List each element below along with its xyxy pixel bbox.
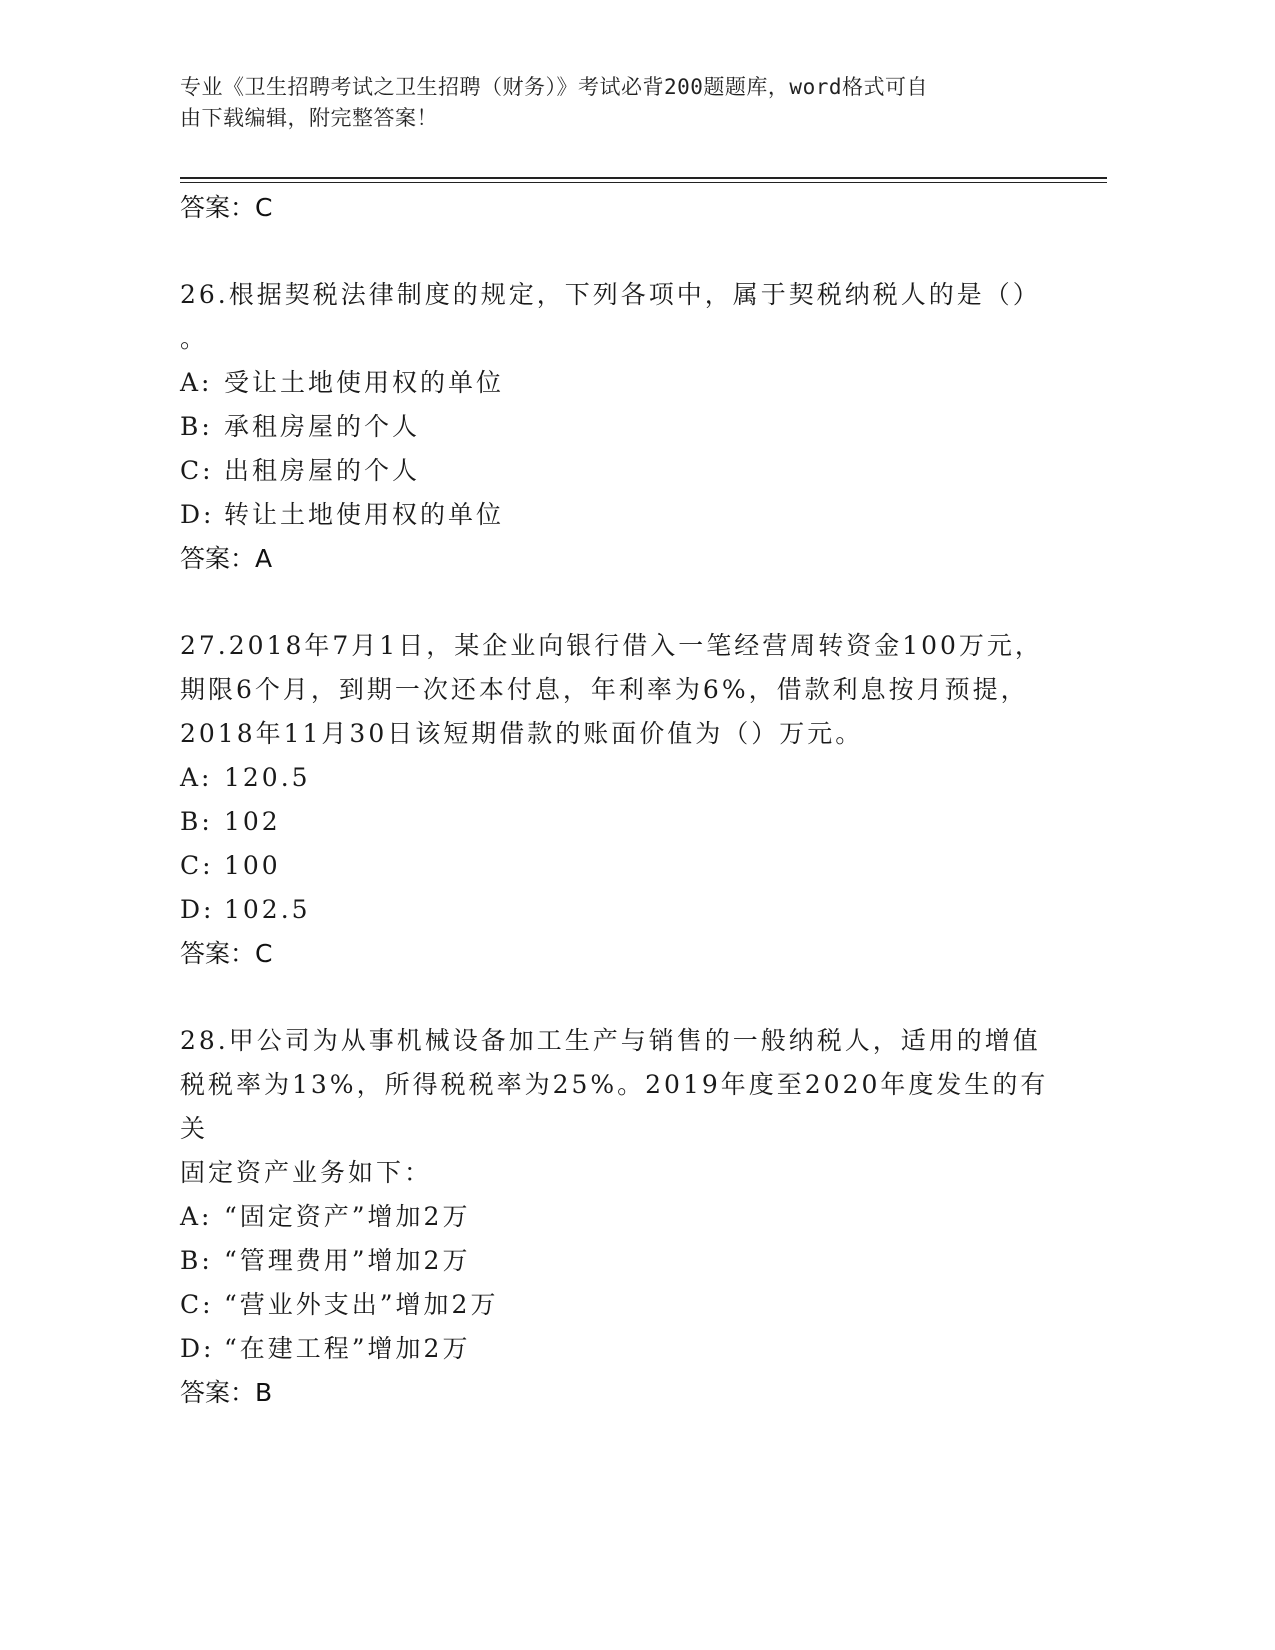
question-stem-line: 27.2018年7月1日，某企业向银行借入一笔经营周转资金100万元， (180, 631, 1043, 660)
option-c (180, 844, 1060, 888)
answer: 答案：A (180, 544, 273, 573)
header-divider-thin (180, 182, 1107, 183)
option-text: “管理费用”增加2万 (224, 1246, 471, 1275)
option-c (180, 449, 1060, 493)
option-d (180, 1327, 1060, 1371)
answer: 答案：B (180, 1378, 273, 1407)
option-label: C: (180, 851, 214, 880)
question-stem-line: 26.根据契税法律制度的规定，下列各项中，属于契税纳税人的是（） (180, 280, 1041, 309)
option-a (180, 361, 1060, 405)
option-a (180, 1195, 1060, 1239)
option-label: C: (180, 1290, 214, 1319)
question-stem-line: 期限6个月，到期一次还本付息，年利率为6%，借款利息按月预提， (180, 675, 1029, 704)
question-27 (180, 624, 1060, 976)
question-26 (180, 273, 1060, 581)
question-stem-line: 固定资产业务如下： (180, 1158, 433, 1187)
option-text: “营业外支出”增加2万 (224, 1290, 499, 1319)
option-b (180, 800, 1060, 844)
previous-answer: 答案：C (180, 193, 273, 222)
question-28 (180, 1019, 1060, 1415)
option-text: “固定资产”增加2万 (224, 1202, 471, 1231)
option-text: 102 (224, 807, 281, 836)
option-text: 120.5 (224, 763, 311, 792)
question-stem-line: 税税率为13%，所得税税率为25%。2019年度至2020年度发生的有关 (180, 1070, 1049, 1143)
option-text: 转让土地使用权的单位 (224, 500, 505, 529)
option-d (180, 493, 1060, 537)
option-d (180, 888, 1060, 932)
option-b (180, 405, 1060, 449)
answer: 答案：C (180, 939, 273, 968)
option-label: A: (180, 763, 213, 792)
option-label: D: (180, 500, 215, 529)
option-text: 100 (224, 851, 281, 880)
option-a (180, 756, 1060, 800)
option-label: C: (180, 456, 214, 485)
option-label: B: (180, 807, 213, 836)
option-label: B: (180, 1246, 213, 1275)
option-text: 102.5 (224, 895, 311, 924)
question-stem-line: 。 (180, 324, 209, 353)
option-text: 出租房屋的个人 (224, 456, 421, 485)
document-header (180, 72, 1060, 134)
option-text: “在建工程”增加2万 (224, 1334, 471, 1363)
header-line-2: 由下载编辑，附完整答案！ (180, 106, 438, 130)
option-b (180, 1239, 1060, 1283)
question-list (180, 186, 1060, 1415)
header-divider-thick (180, 177, 1107, 179)
option-text: 承租房屋的个人 (224, 412, 421, 441)
option-label: D: (180, 1334, 215, 1363)
option-label: D: (180, 895, 215, 924)
option-c (180, 1283, 1060, 1327)
option-label: A: (180, 1202, 213, 1231)
option-label: A: (180, 368, 213, 397)
question-stem-line: 2018年11月30日该短期借款的账面价值为（）万元。 (180, 719, 864, 748)
question-stem-line: 28.甲公司为从事机械设备加工生产与销售的一般纳税人，适用的增值 (180, 1026, 1041, 1055)
option-text: 受让土地使用权的单位 (224, 368, 505, 397)
option-label: B: (180, 412, 213, 441)
header-line-1: 专业《卫生招聘考试之卫生招聘（财务）》考试必背200题题库，word格式可自 (180, 75, 928, 99)
